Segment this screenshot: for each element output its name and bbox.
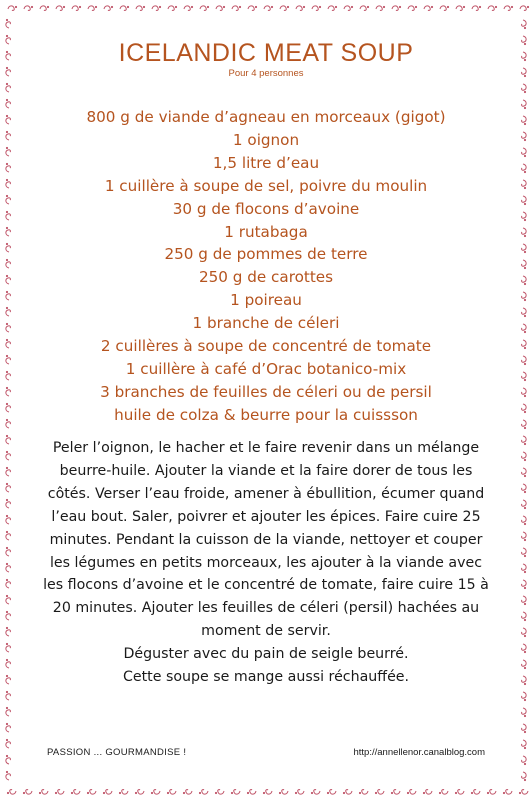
border-motif xyxy=(103,790,112,795)
border-motif xyxy=(23,790,32,795)
ingredient-item: 1 cuillère à soupe de sel, poivre du moulin xyxy=(104,176,428,195)
border-motif xyxy=(522,724,527,733)
border-motif xyxy=(39,790,48,795)
ingredient-item: 250 g de pommes de terre xyxy=(164,245,368,264)
border-motif xyxy=(136,6,145,11)
reheat-note: Cette soupe se mange aussi réchauffée. xyxy=(122,669,410,686)
border-motif xyxy=(55,790,64,795)
ingredient-item: 800 g de viande d’agneau en morceaux (gigot) xyxy=(86,108,446,126)
border-motif xyxy=(522,580,527,589)
border-motif xyxy=(248,6,257,11)
border-motif xyxy=(279,790,288,795)
border-motif xyxy=(455,790,464,795)
border-motif xyxy=(522,500,527,509)
serving-tip: Déguster avec du pain de seigle beurré. xyxy=(123,646,409,663)
border-motif xyxy=(360,6,369,11)
border-motif xyxy=(520,6,529,11)
border-motif xyxy=(199,790,208,795)
border-motif xyxy=(312,6,321,11)
border-motif xyxy=(6,515,11,524)
border-motif xyxy=(522,772,527,781)
border-motif xyxy=(184,6,193,11)
border-motif xyxy=(522,596,527,605)
border-motif xyxy=(7,790,16,795)
border-motif xyxy=(6,659,11,668)
border-motif xyxy=(247,790,256,795)
border-motif xyxy=(6,771,11,780)
border-motif xyxy=(263,790,272,795)
border-motif xyxy=(152,6,161,11)
border-motif xyxy=(522,644,527,653)
border-motif xyxy=(456,6,465,11)
border-motif xyxy=(6,467,11,476)
border-motif xyxy=(522,20,527,29)
border-motif xyxy=(440,6,449,11)
border-motif xyxy=(71,790,80,795)
ingredient-item: huile de colza & beurre pour la cuissson xyxy=(114,405,418,424)
border-motif xyxy=(87,790,96,795)
ingredient-item: 1,5 litre d’eau xyxy=(212,153,320,172)
border-motif xyxy=(6,707,11,716)
border-motif xyxy=(359,790,368,795)
border-motif xyxy=(522,756,527,765)
border-motif xyxy=(522,628,527,637)
border-motif xyxy=(522,708,527,717)
border-motif xyxy=(24,6,33,11)
servings-subtitle: Pour 4 personnes xyxy=(228,68,304,79)
border-motif xyxy=(6,643,11,652)
border-motif xyxy=(6,547,11,556)
border-motif xyxy=(311,790,320,795)
recipe-title: ICELANDIC MEAT SOUP xyxy=(118,39,414,67)
border-motif xyxy=(88,6,97,11)
border-motif xyxy=(215,790,224,795)
border-motif xyxy=(522,612,527,621)
border-motif xyxy=(6,531,11,540)
border-motif xyxy=(522,84,527,93)
border-motif xyxy=(280,6,289,11)
border-motif xyxy=(6,483,11,492)
border-motif xyxy=(343,790,352,795)
border-motif xyxy=(439,790,448,795)
border-motif xyxy=(423,790,432,795)
border-motif xyxy=(6,579,11,588)
ingredient-item: 30 g de flocons d’avoine xyxy=(172,199,360,218)
border-motif xyxy=(522,468,527,477)
border-motif xyxy=(522,548,527,557)
border-motif xyxy=(296,6,305,11)
ingredient-item: 1 poireau xyxy=(230,291,302,310)
border-motif xyxy=(407,790,416,795)
border-motif xyxy=(391,790,400,795)
border-motif xyxy=(40,6,49,11)
border-motif xyxy=(200,6,209,11)
ingredient-item: 1 oignon xyxy=(232,130,300,149)
border-motif xyxy=(424,6,433,11)
border-motif xyxy=(522,660,527,669)
instructions-block xyxy=(40,437,492,689)
border-motif xyxy=(522,532,527,541)
border-motif xyxy=(183,790,192,795)
border-motif xyxy=(522,452,527,461)
border-motif xyxy=(135,790,144,795)
border-motif xyxy=(119,790,128,795)
border-motif xyxy=(232,6,241,11)
border-motif xyxy=(104,6,113,11)
border-motif xyxy=(522,692,527,701)
ingredient-item: 1 cuillère à café d’Orac botanico-mix xyxy=(125,359,407,378)
ingredient-item: 250 g de carottes xyxy=(198,268,334,287)
border-motif xyxy=(522,436,527,445)
border-motif xyxy=(151,790,160,795)
border-motif xyxy=(216,6,225,11)
border-motif xyxy=(6,723,11,732)
border-motif xyxy=(6,675,11,684)
border-motif xyxy=(231,790,240,795)
border-motif xyxy=(522,564,527,573)
ingredient-item: 3 branches de feuilles de céleri ou de persil xyxy=(100,382,432,401)
border-motif xyxy=(56,6,65,11)
border-motif xyxy=(6,611,11,620)
border-motif xyxy=(503,790,512,795)
border-motif xyxy=(376,6,385,11)
border-motif xyxy=(168,6,177,11)
border-motif xyxy=(120,6,129,11)
border-motif xyxy=(392,6,401,11)
border-motif xyxy=(519,790,528,795)
ingredient-list xyxy=(0,106,532,427)
ingredient-item: 1 rutabaga xyxy=(224,222,308,241)
footer-url: http://annellenor.canalblog.com xyxy=(353,747,485,758)
border-motif xyxy=(6,691,11,700)
border-motif xyxy=(6,739,11,748)
border-motif xyxy=(6,19,11,28)
border-motif xyxy=(522,676,527,685)
border-motif xyxy=(471,790,480,795)
border-motif xyxy=(344,6,353,11)
ingredient-item: 2 cuillères à soupe de concentré de tomate xyxy=(100,337,432,356)
border-motif xyxy=(488,6,497,11)
border-motif xyxy=(6,83,11,92)
border-motif xyxy=(522,740,527,749)
border-motif xyxy=(6,595,11,604)
border-motif xyxy=(295,790,304,795)
border-motif xyxy=(522,484,527,493)
border-motif xyxy=(504,6,513,11)
border-motif xyxy=(8,6,17,11)
border-motif xyxy=(487,790,496,795)
border-motif xyxy=(375,790,384,795)
border-motif xyxy=(6,563,11,572)
border-motif xyxy=(6,627,11,636)
border-motif xyxy=(6,499,11,508)
method-paragraph: Peler l’oignon, le hacher et le faire revenir dans un mélange beurre-huile. Ajouter la viande et la faire dorer de tous les côtés. Verser l’eau froide, amener à ébullition, écumer quand l’eau bout. Saler, poivrer et ajouter les épices. Faire cuire 25 minutes. Pendant la cuisson de la viande, nettoyer et couper les légumes en petits morceaux, les ajouter à la viande avec les flocons d’avoine et le concentré de tomate, faire cuire 15 à 20 minutes. Ajouter les feuilles de céleri (persil) hachées au moment de servir. xyxy=(43,440,489,640)
border-motif xyxy=(6,451,11,460)
border-motif xyxy=(328,6,337,11)
border-motif xyxy=(472,6,481,11)
border-motif xyxy=(72,6,81,11)
border-motif xyxy=(6,755,11,764)
footer-tagline: PASSION ... GOURMANDISE ! xyxy=(47,747,187,758)
border-motif xyxy=(167,790,176,795)
ingredient-item: 1 branche de céleri xyxy=(192,314,340,333)
border-motif xyxy=(408,6,417,11)
border-motif xyxy=(6,435,11,444)
border-motif xyxy=(327,790,336,795)
border-motif xyxy=(522,516,527,525)
border-motif xyxy=(264,6,273,11)
